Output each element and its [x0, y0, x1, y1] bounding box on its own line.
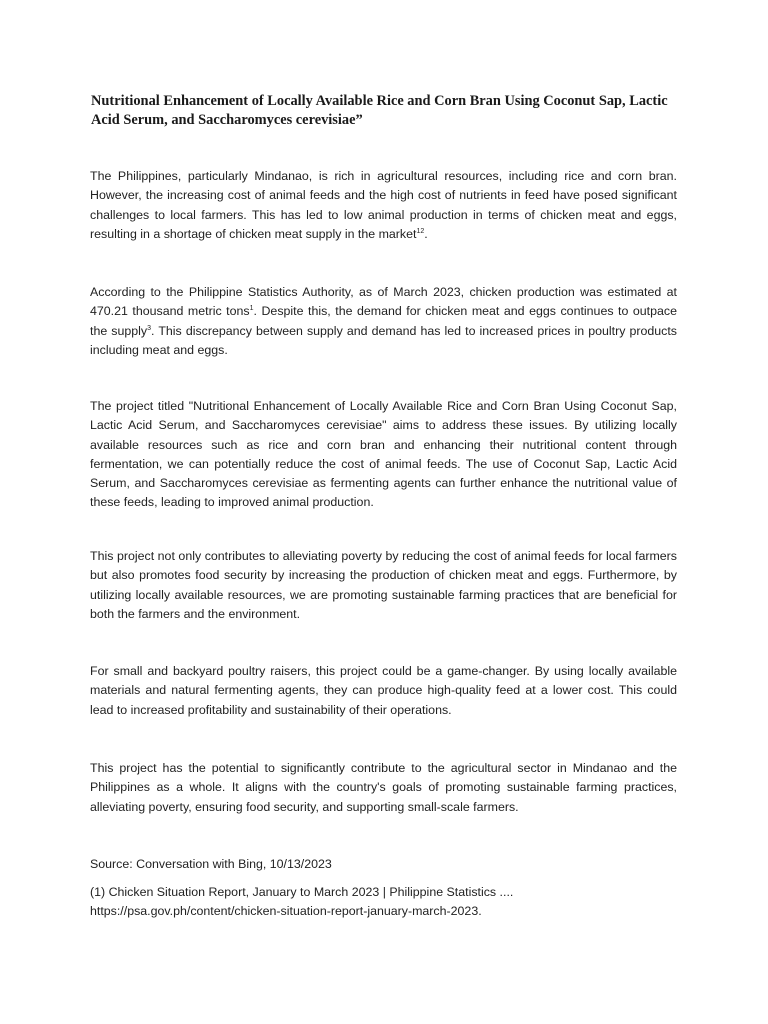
paragraph-statistics-part1: According to the Philippine Statistics Authority, as of March 2023, chicken production was estimated at 470.21 thousand metric tons	[90, 285, 677, 319]
paragraph-statistics	[90, 283, 677, 360]
paragraph-statistics-part2: . Despite this, the demand for chicken meat and eggs continues to outpace the supply	[90, 304, 677, 338]
citation-superscript: 3	[147, 324, 152, 332]
reference-url: https://psa.gov.ph/content/chicken-situation-report-january-march-2023.	[90, 904, 482, 919]
paragraph-intro	[90, 167, 677, 244]
paragraph-poultry-raisers: For small and backyard poultry raisers, this project could be a game-changer. By using locally available materials and natural fermenting agents, they can produce high-quality feed at a lower cost. This could lead to increased profitability and sustainability of their operations.	[90, 664, 677, 717]
paragraph-potential: This project has the potential to significantly contribute to the agricultural sector in Mindanao and the Philippines as a whole. It aligns with the country's goals of promoting sustainable farming practices, alleviating poverty, ensuring food security, and supporting small-scale farmers.	[90, 761, 677, 814]
paragraph-poverty-food-security: This project not only contributes to alleviating poverty by reducing the cost of animal feeds for local farmers but also promotes food security by increasing the production of chicken meat and eggs. Furthermore, by utilizing locally available resources, we are promoting sustainable farming practices that are beneficial for both the farmers and the environment.	[90, 549, 677, 621]
paragraph-statistics-part3: . This discrepancy between supply and demand has led to increased prices in poultry products including meat and eggs.	[90, 323, 678, 357]
citation-superscript: 1	[249, 305, 254, 313]
source-line: Source: Conversation with Bing, 10/13/2023	[90, 857, 332, 871]
document-title: Nutritional Enhancement of Locally Available Rice and Corn Bran Using Coconut Sap, Lactic Acid Serum, and Saccharomyces cerevisiae”	[91, 93, 668, 128]
reference-entry	[90, 883, 677, 922]
reference-title: (1) Chicken Situation Report, January to March 2023 | Philippine Statistics ....	[90, 885, 514, 899]
paragraph-intro-text: The Philippines, particularly Mindanao, is rich in agricultural resources, including rice and corn bran. However, the increasing cost of animal feeds and the high cost of nutrients in feed have posed significant challenges to local farmers. This has led to low animal production in terms of chicken meat and eggs, resulting in a shortage of chicken meat supply in the market	[90, 169, 677, 241]
paragraph-project-description: The project titled "Nutritional Enhancement of Locally Available Rice and Corn Bran Using Coconut Sap, Lactic Acid Serum, and Saccharomyces cerevisiae" aims to address these issues. By utilizing locally available resources such as rice and corn bran and enhancing their nutritional content through fermentation, we can potentially reduce the cost of animal feeds. The use of Coconut Sap, Lactic Acid Serum, and Saccharomyces cerevisiae as fermenting agents can further enhance the nutritional value of these feeds, leading to improved animal production.	[90, 399, 677, 510]
citation-superscript: 12	[416, 227, 425, 235]
paragraph-intro-tail: .	[424, 226, 428, 241]
